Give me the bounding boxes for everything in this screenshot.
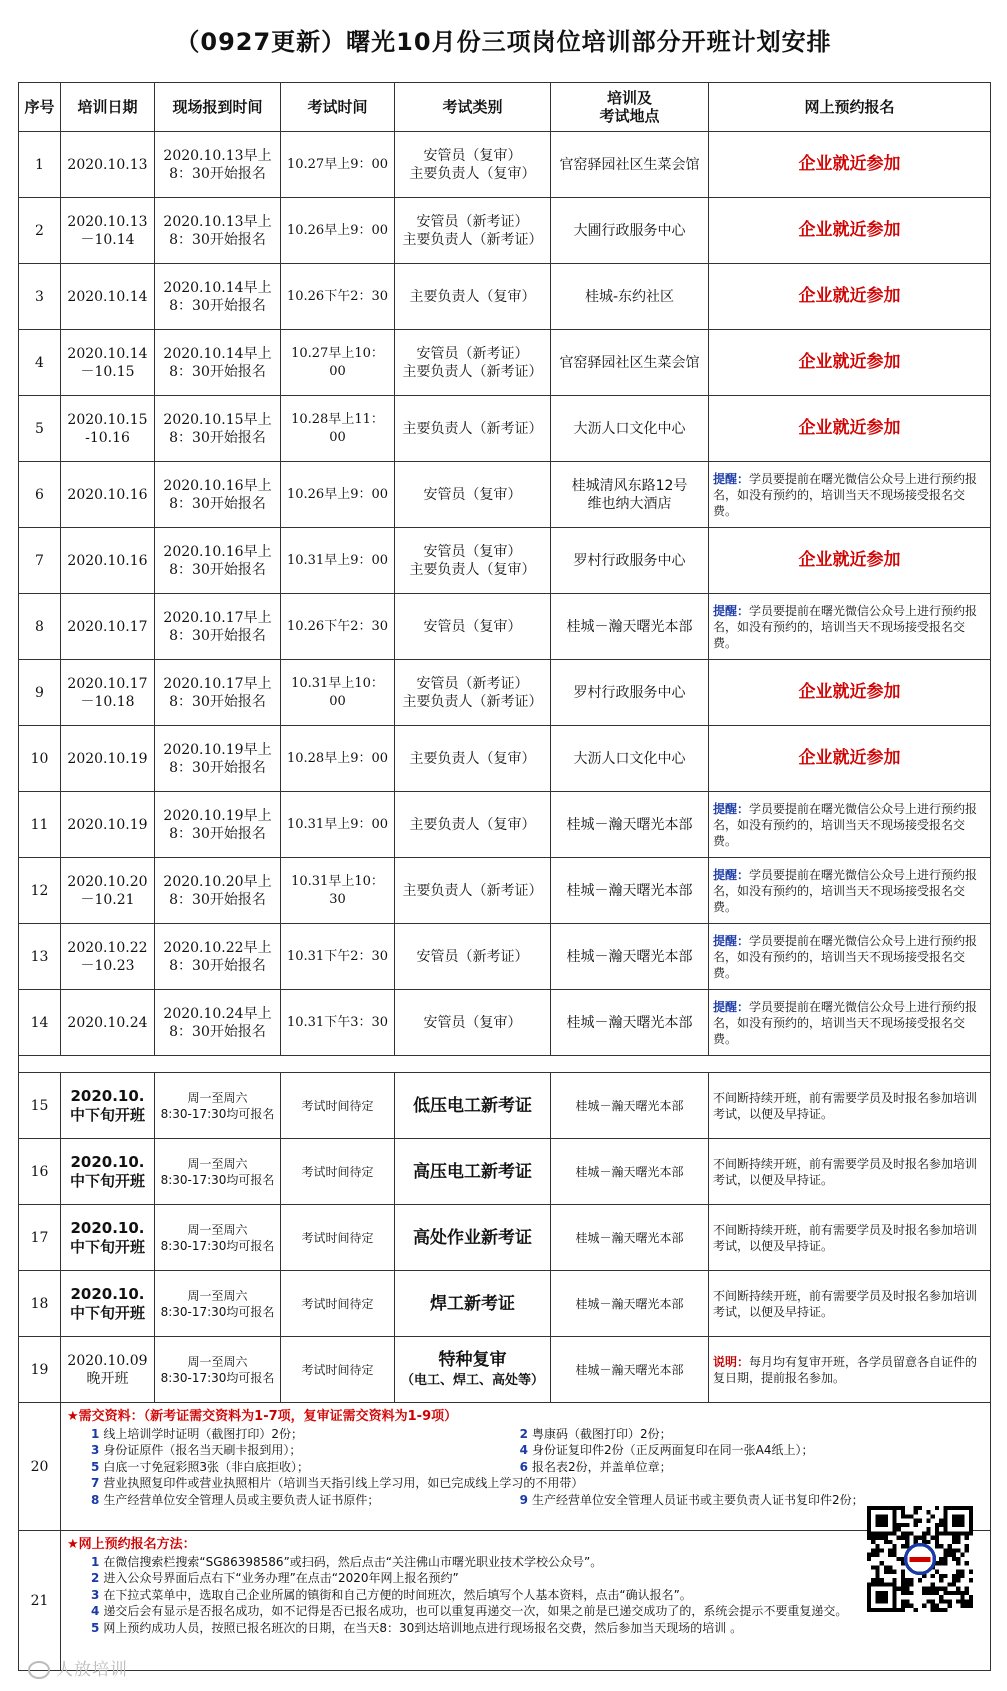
signup-cell [709, 1073, 991, 1139]
checkin-time: 周一至周六 8:30-17:30均可报名 [155, 1205, 281, 1271]
exam-time: 10.31早上9：00 [281, 528, 395, 594]
signup-cell [709, 198, 991, 264]
item-text: 营业执照复印件或营业执照相片（培训当天指引线上学习用，如已完成线上学习的不用带） [103, 1476, 584, 1490]
row-number: 12 [19, 858, 61, 924]
checkin-time: 2020.10.13早上 8：30开始报名 [155, 132, 281, 198]
column-header: 培训及 考试地点 [551, 83, 709, 132]
item-number: 7 [91, 1476, 100, 1490]
column-header: 序号 [19, 83, 61, 132]
step-number: 1 [91, 1554, 100, 1569]
exam-time: 10.31下午3：30 [281, 990, 395, 1056]
training-date: 2020.10.16 [61, 528, 155, 594]
table-row [19, 594, 991, 660]
reminder-text: 学员要提前在曙光微信公众号上进行预约报名，如没有预约的，培训当天不现场接受报名交费。 [713, 801, 978, 848]
signup-cell [709, 792, 991, 858]
materials-row [19, 1403, 991, 1531]
row-number: 18 [19, 1271, 61, 1337]
row-number: 4 [19, 330, 61, 396]
item-text: 身份证复印件2份（正反两面复印在同一张A4纸上）； [531, 1443, 814, 1457]
row-number: 7 [19, 528, 61, 594]
signup-cell [709, 1139, 991, 1205]
exam-time: 考试时间待定 [281, 1205, 395, 1271]
exam-type [395, 1073, 551, 1139]
exam-type: 主要负责人（复审） [395, 726, 551, 792]
table-row [19, 264, 991, 330]
exam-location: 罗村行政服务中心 [551, 528, 709, 594]
exam-time: 考试时间待定 [281, 1073, 395, 1139]
signup-cell [709, 660, 991, 726]
training-date: 2020.10.19 [61, 792, 155, 858]
signup-status: 企业就近参加 [798, 418, 901, 438]
exam-time: 10.26早上9：00 [281, 198, 395, 264]
table-row [19, 132, 991, 198]
table-row [19, 990, 991, 1056]
signup-note: 不间断持续开班，前有需要学员及时报名参加培训考试，以便及早持证。 [713, 1222, 978, 1253]
item-number: 4 [519, 1443, 528, 1457]
exam-time: 考试时间待定 [281, 1337, 395, 1403]
row-number: 3 [19, 264, 61, 330]
item-text: 生产经营单位安全管理人员证书或主要负责人证书复印件2份； [531, 1492, 864, 1507]
explanation-label: 说明： [713, 1354, 750, 1369]
watermark-icon [28, 1661, 50, 1679]
exam-location: 桂城－瀚天曙光本部 [551, 858, 709, 924]
signup-status: 企业就近参加 [798, 220, 901, 240]
row-number: 17 [19, 1205, 61, 1271]
row-number: 20 [19, 1403, 61, 1531]
table-header-row [19, 83, 991, 132]
training-date: 2020.10.16 [61, 462, 155, 528]
item-number: 5 [91, 1459, 100, 1474]
row-number: 14 [19, 990, 61, 1056]
table-row [19, 528, 991, 594]
exam-type: 安管员（新考证） 主要负责人（新考证） [395, 660, 551, 726]
method-step [91, 1587, 984, 1604]
exam-time: 10.26早上9：00 [281, 462, 395, 528]
materials-title: ★需交资料：（新考证需交资料为1-7项，复审证需交资料为1-9项） [67, 1409, 458, 1424]
training-date: 2020.10. 中下旬开班 [61, 1139, 155, 1205]
signup-cell [709, 528, 991, 594]
exam-location: 桂城－瀚天曙光本部 [551, 1139, 709, 1205]
schedule-table [18, 82, 991, 1671]
materials-item [520, 1426, 949, 1443]
exam-location: 桂城－瀚天曙光本部 [551, 594, 709, 660]
item-number: 9 [519, 1492, 528, 1507]
exam-location: 桂城－瀚天曙光本部 [551, 924, 709, 990]
training-date: 2020.10. 中下旬开班 [61, 1271, 155, 1337]
exam-location: 桂城－瀚天曙光本部 [551, 1337, 709, 1403]
exam-location: 桂城清风东路12号 维也纳大酒店 [551, 462, 709, 528]
table-row [19, 1139, 991, 1205]
materials-item [91, 1475, 984, 1492]
exam-type: 安管员（复审） [395, 990, 551, 1056]
exam-time: 10.27早上10：00 [281, 330, 395, 396]
signup-cell [709, 726, 991, 792]
exam-type-subtitle: （电工、焊工、高处等） [400, 1373, 544, 1388]
item-text: 线上培训学时证明（截图打印）2份； [103, 1426, 303, 1441]
step-text: 在下拉式菜单中，选取自己企业所属的镇街和自己方便的时间班次，然后填写个人基本资料，点击“确认报名”。 [103, 1587, 692, 1602]
row-number: 19 [19, 1337, 61, 1403]
table-row [19, 726, 991, 792]
exam-type: 主要负责人（复审） [395, 264, 551, 330]
item-text: 粤康码（截图打印）2份； [531, 1426, 672, 1441]
exam-time: 考试时间待定 [281, 1271, 395, 1337]
item-number: 1 [91, 1426, 100, 1441]
exam-location: 桂城－瀚天曙光本部 [551, 1205, 709, 1271]
exam-time: 10.31早上10：30 [281, 858, 395, 924]
training-date: 2020.10.22 －10.23 [61, 924, 155, 990]
materials-item [91, 1492, 520, 1509]
exam-type-title: 焊工新考证 [430, 1293, 515, 1314]
signup-status: 企业就近参加 [798, 154, 901, 174]
signup-cell [709, 594, 991, 660]
step-text: 递交后会有显示是否报名成功，如不记得是否已报名成功，也可以重复再递交一次，如果之前是已递交成功了的，系统会提示不要重复递交。 [103, 1604, 848, 1618]
training-date: 2020.10.13 [61, 132, 155, 198]
training-date: 2020.10.15 -10.16 [61, 396, 155, 462]
exam-location: 桂城－瀚天曙光本部 [551, 1271, 709, 1337]
signup-cell [709, 990, 991, 1056]
row-number: 15 [19, 1073, 61, 1139]
item-number: 8 [91, 1492, 100, 1507]
method-list [67, 1554, 984, 1637]
exam-type [395, 1337, 551, 1403]
row-number: 6 [19, 462, 61, 528]
signup-note: 每月均有复审开班，各学员留意各自证件的复日期，提前报名参加。 [713, 1354, 978, 1385]
training-date: 2020.10. 中下旬开班 [61, 1073, 155, 1139]
reminder-text: 学员要提前在曙光微信公众号上进行预约报名，如没有预约的，培训当天不现场接受报名交费。 [713, 999, 978, 1046]
signup-cell [709, 924, 991, 990]
exam-time: 考试时间待定 [281, 1139, 395, 1205]
row-number: 1 [19, 132, 61, 198]
signup-cell [709, 1337, 991, 1403]
exam-type-title: 低压电工新考证 [413, 1095, 532, 1116]
checkin-time: 2020.10.14早上 8：30开始报名 [155, 330, 281, 396]
signup-cell [709, 462, 991, 528]
checkin-time: 2020.10.24早上 8：30开始报名 [155, 990, 281, 1056]
signup-cell [709, 858, 991, 924]
reminder-label: 提醒： [713, 801, 750, 816]
table-row [19, 198, 991, 264]
step-number: 5 [91, 1620, 100, 1635]
signup-note: 不间断持续开班，前有需要学员及时报名参加培训考试，以便及早持证。 [713, 1288, 978, 1319]
row-number: 5 [19, 396, 61, 462]
reminder-label: 提醒： [713, 867, 750, 882]
checkin-time: 周一至周六 8:30-17:30均可报名 [155, 1139, 281, 1205]
watermark-text: 人放培训 [56, 1660, 128, 1680]
signup-cell [709, 132, 991, 198]
reminder-label: 提醒： [713, 933, 750, 948]
materials-item [520, 1442, 949, 1459]
item-text: 报名表2份，并盖单位章； [531, 1459, 672, 1474]
method-cell [61, 1531, 991, 1671]
table-row [19, 1271, 991, 1337]
reminder-label: 提醒： [713, 471, 750, 486]
checkin-time: 2020.10.19早上 8：30开始报名 [155, 792, 281, 858]
column-header: 现场报到时间 [155, 83, 281, 132]
checkin-time: 周一至周六 8:30-17:30均可报名 [155, 1337, 281, 1403]
table-row [19, 858, 991, 924]
item-number: 6 [519, 1459, 528, 1474]
exam-location: 官窑驿园社区生菜会馆 [551, 330, 709, 396]
exam-time: 10.31早上9：00 [281, 792, 395, 858]
signup-cell [709, 1271, 991, 1337]
step-number: 4 [91, 1604, 100, 1618]
column-header: 考试时间 [281, 83, 395, 132]
exam-time: 10.27早上9：00 [281, 132, 395, 198]
watermark [28, 1655, 128, 1680]
table-row [19, 1073, 991, 1139]
training-date: 2020.10.14 －10.15 [61, 330, 155, 396]
exam-type: 主要负责人（复审） [395, 792, 551, 858]
exam-type [395, 1205, 551, 1271]
checkin-time: 2020.10.16早上 8：30开始报名 [155, 462, 281, 528]
exam-type-title: 特种复审 [438, 1350, 507, 1370]
checkin-time: 周一至周六 8:30-17:30均可报名 [155, 1271, 281, 1337]
exam-location: 桂城－瀚天曙光本部 [551, 990, 709, 1056]
exam-type [395, 1271, 551, 1337]
signup-status: 企业就近参加 [798, 550, 901, 570]
materials-list [67, 1426, 984, 1509]
reminder-label: 提醒： [713, 603, 750, 618]
row-number: 8 [19, 594, 61, 660]
checkin-time: 2020.10.17早上 8：30开始报名 [155, 594, 281, 660]
table-row [19, 396, 991, 462]
row-number: 2 [19, 198, 61, 264]
training-date: 2020.10.13 －10.14 [61, 198, 155, 264]
materials-item [91, 1459, 520, 1476]
exam-location: 大沥人口文化中心 [551, 396, 709, 462]
row-number: 10 [19, 726, 61, 792]
item-number: 2 [519, 1426, 528, 1441]
reminder-text: 学员要提前在曙光微信公众号上进行预约报名，如没有预约的，培训当天不现场接受报名交费。 [713, 867, 978, 914]
training-date: 2020.10.19 [61, 726, 155, 792]
table-row [19, 462, 991, 528]
table-row [19, 924, 991, 990]
checkin-time: 2020.10.16早上 8：30开始报名 [155, 528, 281, 594]
method-title: ★网上预约报名方法： [67, 1537, 196, 1552]
training-date: 2020.10.17 －10.18 [61, 660, 155, 726]
method-step [91, 1620, 984, 1637]
exam-type: 安管员（新考证） 主要负责人（新考证） [395, 330, 551, 396]
checkin-time: 周一至周六 8:30-17:30均可报名 [155, 1073, 281, 1139]
table-row [19, 1337, 991, 1403]
table-row [19, 1205, 991, 1271]
signup-note: 不间断持续开班，前有需要学员及时报名参加培训考试，以便及早持证。 [713, 1156, 978, 1187]
checkin-time: 2020.10.19早上 8：30开始报名 [155, 726, 281, 792]
signup-cell [709, 1205, 991, 1271]
step-text: 进入公众号界面后点右下“业务办理”在点击“2020年网上报名预约” [103, 1571, 459, 1585]
checkin-time: 2020.10.13早上 8：30开始报名 [155, 198, 281, 264]
table-row [19, 330, 991, 396]
exam-location: 大圃行政服务中心 [551, 198, 709, 264]
exam-location: 桂城－瀚天曙光本部 [551, 1073, 709, 1139]
row-number: 21 [19, 1531, 61, 1671]
training-date: 2020.10.09 晚开班 [61, 1337, 155, 1403]
table-row [19, 792, 991, 858]
method-step [91, 1603, 984, 1620]
exam-time: 10.31早上10：00 [281, 660, 395, 726]
reminder-label: 提醒： [713, 999, 750, 1014]
reminder-text: 学员要提前在曙光微信公众号上进行预约报名，如没有预约的，培训当天不现场接受报名交费。 [713, 603, 978, 650]
signup-cell [709, 330, 991, 396]
exam-type: 安管员（复审） 主要负责人（复审） [395, 528, 551, 594]
exam-type: 安管员（新考证） 主要负责人（新考证） [395, 198, 551, 264]
training-date: 2020.10.17 [61, 594, 155, 660]
checkin-time: 2020.10.14早上 8：30开始报名 [155, 264, 281, 330]
step-text: 在微信搜索栏搜索“SG86398586”或扫码，然后点击“关注佛山市曙光职业技术学校公众号”。 [103, 1554, 603, 1569]
checkin-time: 2020.10.22早上 8：30开始报名 [155, 924, 281, 990]
signup-status: 企业就近参加 [798, 286, 901, 306]
checkin-time: 2020.10.20早上 8：30开始报名 [155, 858, 281, 924]
item-text: 白底一寸免冠彩照3张（非白底拒收）； [103, 1459, 309, 1474]
method-step [91, 1554, 984, 1571]
row-number: 9 [19, 660, 61, 726]
exam-location: 罗村行政服务中心 [551, 660, 709, 726]
row-number: 16 [19, 1139, 61, 1205]
item-text: 身份证原件（报名当天刷卡报到用）； [103, 1443, 302, 1457]
column-header: 培训日期 [61, 83, 155, 132]
signup-status: 企业就近参加 [798, 352, 901, 372]
exam-type: 主要负责人（新考证） [395, 858, 551, 924]
exam-location: 官窑驿园社区生菜会馆 [551, 132, 709, 198]
qr-code-image [867, 1506, 973, 1612]
exam-type-title: 高压电工新考证 [413, 1161, 532, 1182]
exam-time: 10.28早上11：00 [281, 396, 395, 462]
reminder-text: 学员要提前在曙光微信公众号上进行预约报名，如没有预约的，培训当天不现场接受报名交费。 [713, 933, 978, 980]
table-row [19, 660, 991, 726]
exam-type: 安管员（新考证） [395, 924, 551, 990]
exam-time: 10.31下午2：30 [281, 924, 395, 990]
training-date: 2020.10.20 －10.21 [61, 858, 155, 924]
exam-location: 桂城-东约社区 [551, 264, 709, 330]
checkin-time: 2020.10.17早上 8：30开始报名 [155, 660, 281, 726]
materials-item [520, 1459, 949, 1476]
item-number: 3 [91, 1443, 100, 1457]
separator-cell [19, 1056, 991, 1073]
exam-location: 桂城－瀚天曙光本部 [551, 792, 709, 858]
materials-cell [61, 1403, 991, 1531]
training-date: 2020.10.14 [61, 264, 155, 330]
column-header: 网上预约报名 [709, 83, 991, 132]
signup-cell [709, 396, 991, 462]
exam-location: 大沥人口文化中心 [551, 726, 709, 792]
signup-status: 企业就近参加 [798, 682, 901, 702]
page-title: （0927更新）曙光10月份三项岗位培训部分开班计划安排 [175, 28, 832, 56]
checkin-time: 2020.10.15早上 8：30开始报名 [155, 396, 281, 462]
method-step [91, 1570, 984, 1587]
step-text: 网上预约成功人员，按照已报名班次的日期，在当天8：30到达培训地点进行现场报名交费，然后参加当天现场的培训 。 [103, 1620, 743, 1635]
signup-status: 企业就近参加 [798, 748, 901, 768]
exam-type [395, 1139, 551, 1205]
item-text: 生产经营单位安全管理人员或主要负责人证书原件； [103, 1492, 380, 1507]
training-date: 2020.10. 中下旬开班 [61, 1205, 155, 1271]
training-date: 2020.10.24 [61, 990, 155, 1056]
exam-type: 安管员（复审） [395, 594, 551, 660]
column-header: 考试类别 [395, 83, 551, 132]
signup-note: 不间断持续开班，前有需要学员及时报名参加培训考试，以便及早持证。 [713, 1090, 978, 1121]
materials-item [91, 1426, 520, 1443]
exam-time: 10.26下午2：30 [281, 264, 395, 330]
reminder-text: 学员要提前在曙光微信公众号上进行预约报名，如没有预约的，培训当天不现场接受报名交费。 [713, 471, 978, 518]
exam-type: 主要负责人（新考证） [395, 396, 551, 462]
step-number: 3 [91, 1587, 100, 1602]
materials-item [91, 1442, 520, 1459]
method-row [19, 1531, 991, 1671]
exam-type: 安管员（复审） [395, 462, 551, 528]
signup-cell [709, 264, 991, 330]
separator-row [19, 1056, 991, 1073]
exam-time: 10.26下午2：30 [281, 594, 395, 660]
row-number: 13 [19, 924, 61, 990]
step-number: 2 [91, 1571, 100, 1585]
row-number: 11 [19, 792, 61, 858]
exam-time: 10.28早上9：00 [281, 726, 395, 792]
exam-type-title: 高处作业新考证 [413, 1227, 532, 1248]
exam-type: 安管员（复审） 主要负责人（复审） [395, 132, 551, 198]
